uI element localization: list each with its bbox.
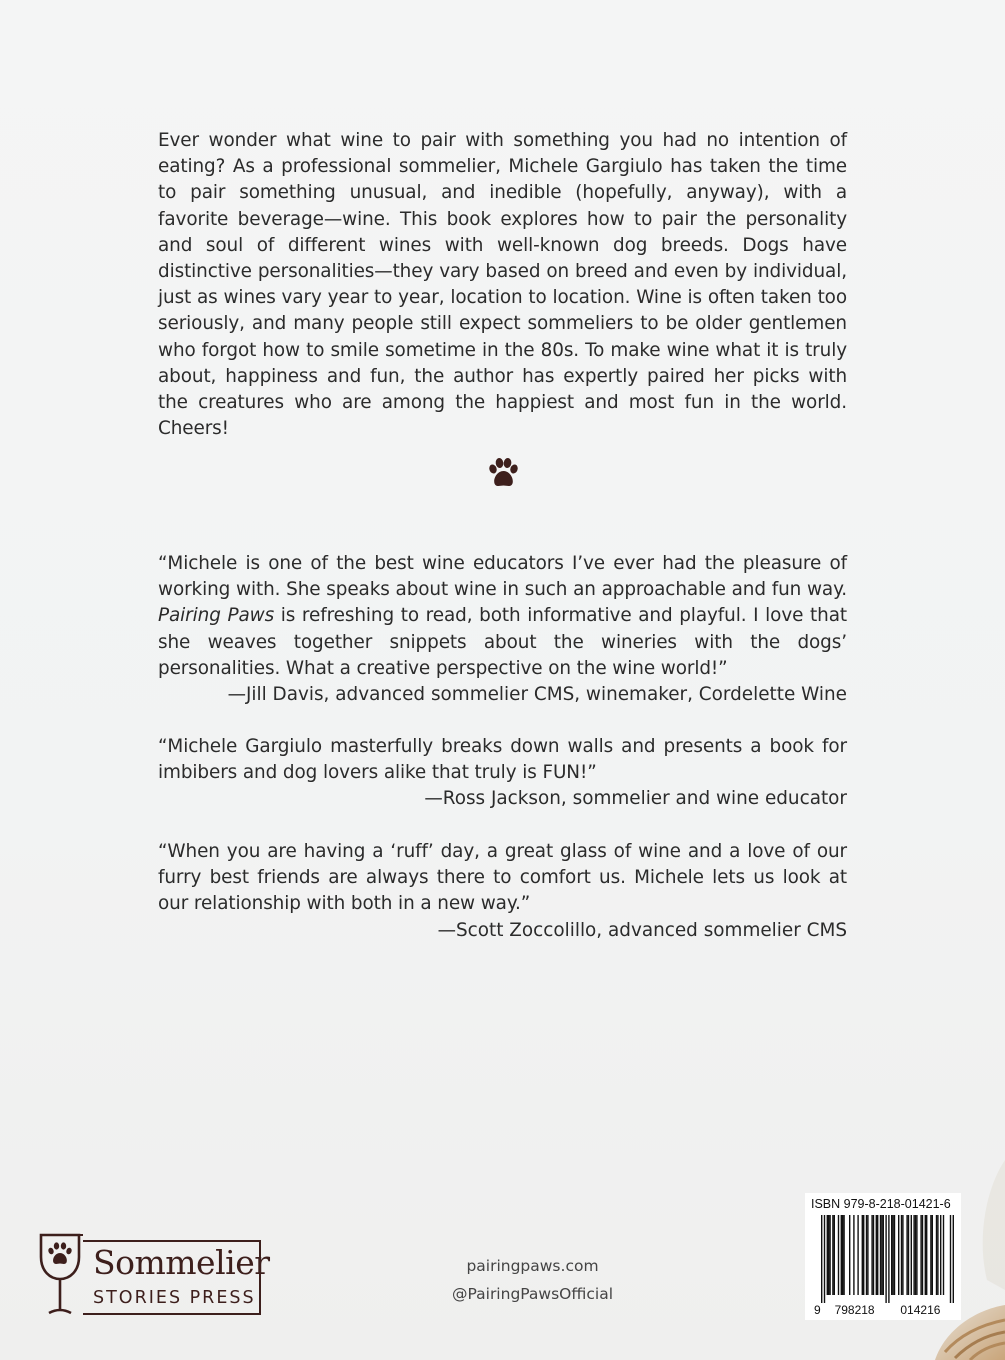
footer-links — [400, 1252, 665, 1308]
barcode-bar — [892, 1215, 893, 1295]
barcode-bar — [876, 1215, 877, 1295]
endorsement-quote — [158, 551, 847, 708]
barcode-bar — [857, 1215, 858, 1295]
barcode-bar — [911, 1215, 912, 1295]
barcode-bar — [881, 1215, 882, 1295]
endorsement-quote — [158, 734, 847, 813]
endorsement-quote — [158, 839, 847, 944]
quote-text: “When you are having a ‘ruff’ day, a great glass of wine and a love of our furry best friends are always there to comfort us. Michele lets us look at our relationship with both in a new way.” — [158, 841, 847, 915]
barcode-bar — [838, 1215, 839, 1295]
barcode-digits: 014216 — [900, 1303, 941, 1317]
book-blurb: Ever wonder what wine to pair with something you had no intention of eating? As a professional sommelier, Michele Gargiulo has taken the time to pair something unusual, and inedible (hopefully, anyway), with a favorite beverage—wine. This book explores how to pair the personality and soul of different wines with well-known dog breeds. Dogs have distinctive personalities—they vary based on breed and even by individual, just as wines vary year to year, location to location. Wine is often taken too seriously, and many people still expect sommeliers to be older gentlemen who forgot how to smile sometime in the 80s. To make wine what it is truly about, happiness and fun, the author has expertly paired her picks with the creatures who are among the happiest and most fun in the world. Cheers! — [158, 130, 847, 440]
barcode-bar — [880, 1215, 881, 1295]
barcode-bar — [853, 1215, 854, 1295]
barcode-bar — [891, 1215, 892, 1295]
publisher-subname: STORIES PRESS — [93, 1288, 256, 1308]
quote-text: “Michele is one of the best wine educators I’ve ever had the pleasure of working with. She speaks about wine in such an approachable and fun way. Pairing Paws is refreshing to read, both informative and playful. I love that she weaves together snippets about the wineries with the dogs’ personalities. What a creative perspective on the wine world!” — [158, 553, 847, 679]
barcode-bar — [827, 1215, 828, 1295]
quote-attribution: —Scott Zoccolillo, advanced sommelier CMS — [437, 919, 847, 941]
website-link[interactable]: pairingpaws.com — [466, 1257, 599, 1275]
barcode-bar — [843, 1215, 844, 1295]
barcode-bar — [866, 1215, 867, 1295]
barcode-bar — [867, 1215, 868, 1295]
barcode-bar — [834, 1215, 835, 1295]
book-title-italic: Pairing Paws — [158, 605, 275, 627]
barcode-bar — [828, 1215, 829, 1295]
barcode-bar — [841, 1215, 842, 1295]
barcode-bar — [842, 1215, 843, 1295]
barcode-bar — [885, 1215, 886, 1303]
barcode-bar — [888, 1215, 889, 1303]
wine-glass-paw-icon — [37, 1233, 83, 1318]
barcode-bar — [871, 1215, 872, 1295]
barcode-bar — [821, 1215, 822, 1303]
barcode-bar — [901, 1215, 902, 1295]
publisher-name: Sommelier — [93, 1243, 270, 1282]
social-handle[interactable]: @PairingPawsOfficial — [451, 1285, 614, 1303]
barcode-bar — [883, 1215, 884, 1295]
barcode-bar — [849, 1215, 850, 1295]
paw-print-icon — [485, 455, 521, 491]
isbn-label: ISBN 979-8-218-01421-6 — [811, 1197, 951, 1211]
quote-text: “Michele Gargiulo masterfully breaks down walls and presents a book for imbibers and dog lovers alike that truly is FUN!” — [158, 736, 847, 784]
barcode-bar — [894, 1215, 895, 1295]
barcode-bar — [877, 1215, 878, 1295]
barcode-bar — [898, 1215, 899, 1295]
barcode-bar — [902, 1215, 903, 1295]
barcode-bar — [873, 1215, 874, 1295]
barcode-bar — [863, 1215, 864, 1295]
wicker-basket-edge — [915, 1160, 1005, 1360]
barcode-digits: 9 — [814, 1303, 821, 1317]
barcode-bar — [908, 1215, 909, 1295]
barcode-digits: 798218 — [834, 1303, 875, 1317]
barcode-bar — [906, 1215, 907, 1295]
barcode-bar — [829, 1215, 830, 1295]
quote-attribution: —Jill Davis, advanced sommelier CMS, winemaker, Cordelette Wine — [227, 684, 847, 706]
barcode-bar — [862, 1215, 863, 1295]
publisher-logo — [37, 1233, 270, 1318]
barcode-bar — [824, 1215, 825, 1303]
quote-attribution: —Ross Jackson, sommelier and wine educator — [424, 788, 847, 810]
barcode-bar — [832, 1215, 833, 1295]
